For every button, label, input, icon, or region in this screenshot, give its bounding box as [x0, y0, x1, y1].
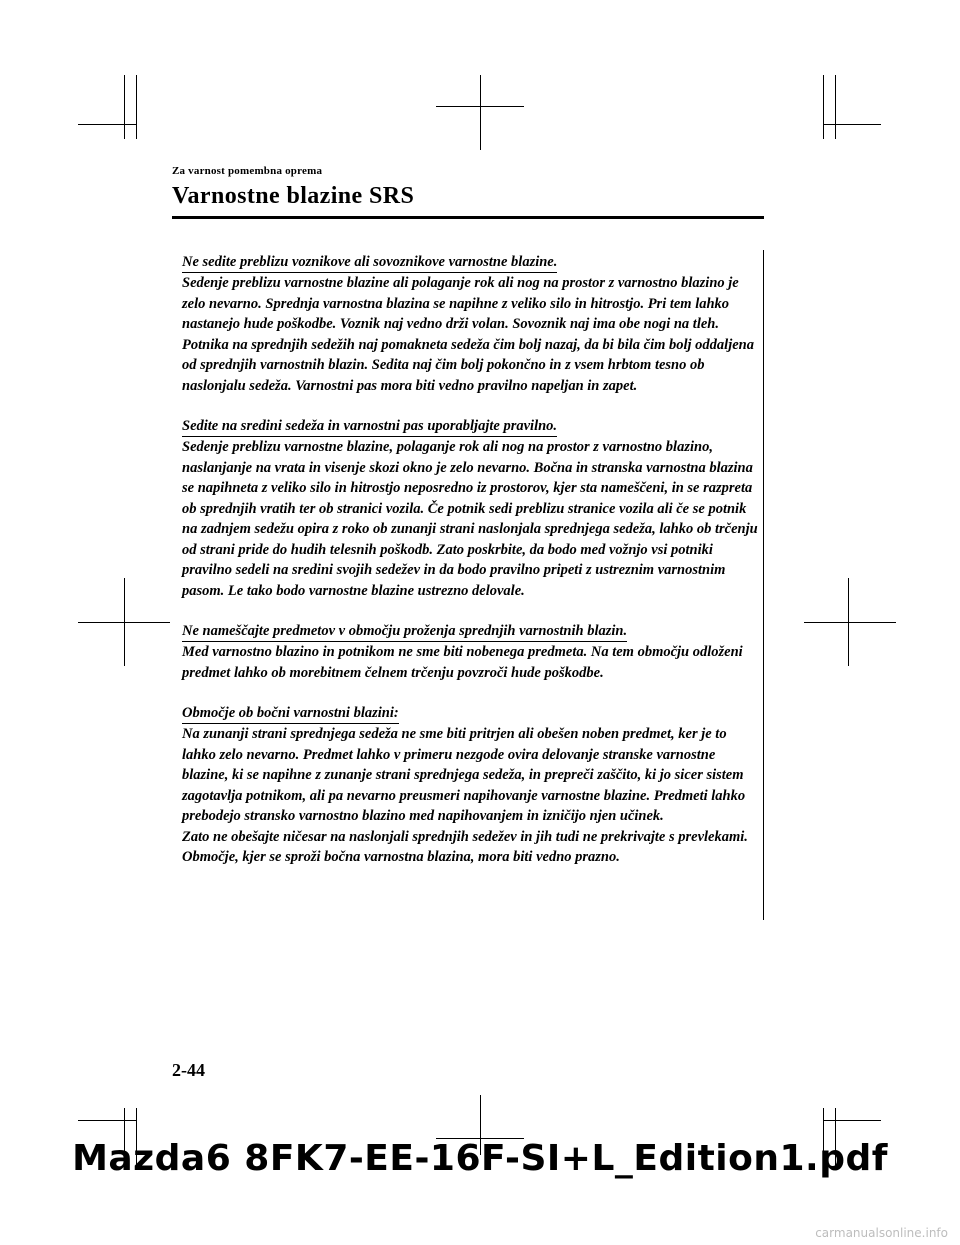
crop-mark — [480, 75, 481, 150]
warning-content — [182, 252, 760, 888]
page-title: Varnostne blazine SRS — [172, 183, 415, 209]
warning-body: Med varnostno blazino in potnikom ne sme biti nobenega predmeta. Na tem območju odloženi predmet lahko ob morebitnem čelnem trčenju povzroči hude poškodbe. — [182, 644, 743, 681]
crop-mark — [136, 75, 137, 139]
crop-mark — [835, 75, 836, 139]
crop-mark — [823, 75, 824, 139]
warning-side-rule — [763, 250, 764, 920]
warning-block — [182, 621, 760, 683]
watermark: carmanualsonline.info — [815, 1226, 948, 1240]
warning-body: Sedenje preblizu varnostne blazine ali polaganje rok ali nog na prostor z varnostno blazino je zelo nevarno. Sprednja varnostna blazina se napihne z veliko silo in hitrostjo. Pri tem lahko nastanejo hude poškodbe. Voznik naj vedno drži volan. Sovoznik naj ima obe nogi na tleh. Potnika na sprednjih sedežih naj pomakneta sedeža čim bolj nazaj, da bi bila čim bolj oddaljena od sprednjih varnostnih blazin. Sedita naj čim bolj pokončno in z vsem hrbtom tesno ob naslonjalu sedeža. Varnostni pas mora biti vedno pravilno napeljan in zapet. — [182, 275, 754, 394]
warning-heading: Sedite na sredini sedeža in varnostni pas uporabljajte pravilno. — [182, 417, 557, 437]
footer-file-name: Mazda6 8FK7-EE-16F-SI+L_Edition1.pdf — [72, 1138, 888, 1179]
warning-body: Na zunanji strani sprednjega sedeža ne sme biti pritrjen ali obešen noben predmet, ker je to lahko zelo nevarno. Predmet lahko v primeru nezgode ovira delovanje stranske varnostne blazine, ki se napihne z zunanje strani sprednjega sedeža, in prepreči zaščito, ki jo sicer sistem zagotavlja potnikom, ali pa nevarno preusmeri napihovanje varnostne blazine. Predmeti lahko prebodejo stransko varnostno blazino med napihovanjem in izničijo njen učinek. — [182, 726, 746, 824]
page-number: 2-44 — [172, 1060, 205, 1080]
crop-mark — [436, 106, 524, 107]
warning-block — [182, 252, 760, 396]
section-label: Za varnost pomembna oprema — [172, 165, 323, 177]
crop-mark — [78, 1120, 136, 1121]
warning-heading: Območje ob bočni varnostni blazini: — [182, 704, 399, 724]
crop-mark — [823, 1120, 881, 1121]
crop-mark — [78, 124, 136, 125]
crop-mark — [124, 75, 125, 139]
title-rule — [172, 216, 764, 219]
crop-mark — [823, 124, 881, 125]
warning-heading: Ne nameščajte predmetov v območju proženja sprednjih varnostnih blazin. — [182, 622, 627, 642]
warning-block — [182, 703, 760, 868]
warning-body-continued: Zato ne obešajte ničesar na naslonjali sprednjih sedežev in jih tudi ne prekrivajte s prevlekami. Območje, kjer se sproži bočna varnostna blazina, mora biti vedno prazno. — [182, 828, 748, 865]
warning-body: Sedenje preblizu varnostne blazine, polaganje rok ali nog na prostor z varnostno blazino, naslanjanje na vrata in visenje skozi okno je zelo nevarno. Bočna in stranska varnostna blazina se napihneta z veliko silo in hitrostjo neposredno iz prostorov, kjer sta nameščeni, in se razpreta ob sprednjih vratih ter ob stranici vozila. Če potnik sedi preblizu stranice vozila ali če se potnik na zadnjem sedežu opira z roko ob zunanji strani naslonjala sprednjega sedeža, lahko ob trčenju od strani pride do hudih telesnih poškodb. Zato poskrbite, da bodo med vožnjo vsi potniki pravilno sedeli na sredini svojih sedežev in da bodo pravilno pripeti z ustreznim varnostnim pasom. Le tako bodo varnostne blazine ustrezno delovale. — [182, 439, 758, 599]
warning-block — [182, 416, 760, 601]
crop-mark — [78, 622, 170, 623]
crop-mark — [804, 622, 896, 623]
warning-heading: Ne sedite preblizu voznikove ali sovoznikove varnostne blazine. — [182, 253, 557, 273]
